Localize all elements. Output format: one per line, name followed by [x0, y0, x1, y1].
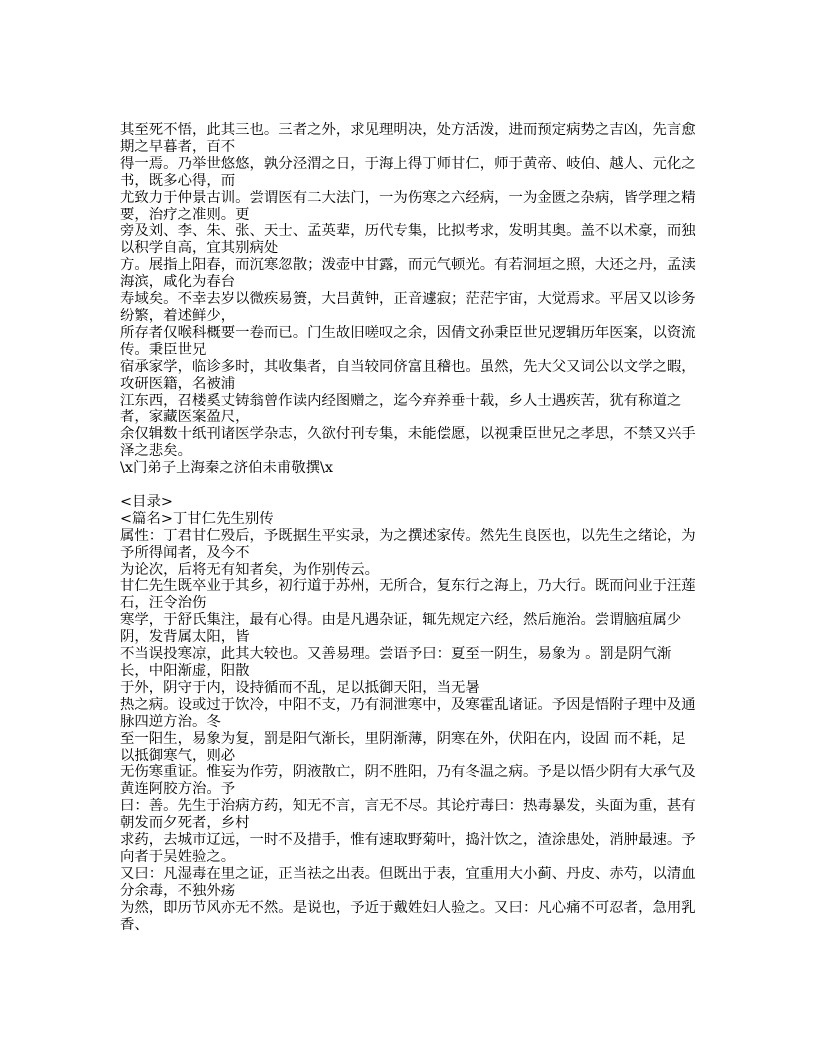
preface-paragraph: 得一焉。乃举世悠悠，孰分泾渭之日，于海上得丁师甘仁，师于黄帝、岐伯、越人、元化之书，既多心得，而: [120, 155, 696, 189]
body-paragraph: 为论次，后将无有知者矣，为作别传云。: [120, 561, 380, 578]
preface-paragraph: 旁及刘、李、朱、张、天士、孟英辈，历代专集，比拟考求，发明其奥。盖不以术豪，而独以积学自高，宜其别病处: [120, 223, 696, 257]
body-paragraph: 又曰：凡湿毒在里之证，正当祛之出表。但既出于表，宜重用大小蓟、丹皮、赤芍，以清血分余毒，不独外疡: [120, 865, 696, 899]
body-paragraph: 热之病。设或过于饮冷，中阳不支，乃有洞泄寒中，及寒霍乱诸证。予因是悟附子理中及通脉四逆方治。冬: [120, 696, 696, 730]
preface-paragraph: 尤致力于仲景古训。尝谓医有二大法门，一为伤寒之六经病，一为金匮之杂病，皆学理之精要，治疗之准则。更: [120, 189, 696, 223]
preface-paragraph: 寿域矣。不幸去岁以微疾易箦，大吕黄钟，正音遽寂；茫茫宇宙，大觉焉求。平居又以诊务纷繁，着述鲜少，: [120, 291, 696, 324]
body-paragraph: 甘仁先生既卒业于其乡，初行道于苏州，无所合，复东行之海上，乃大行。既而问业于汪莲石，汪令治伤: [120, 578, 696, 612]
body-paragraph: 属性：丁君甘仁殁后，予既据生平实录，为之撰述家传。然先生良医也，以先生之绪论，为予所得闻者，及今不: [120, 527, 696, 561]
preface-paragraph: 余仅辑数十纸刊诸医学杂志，久欲付刊专集，未能偿愿，以视秉臣世兄之孝思，不禁又兴手泽之悲矣。: [120, 426, 696, 460]
body-paragraph: 于外，阴守于内，设持循而不乱，足以抵御天阳，当无暑: [120, 679, 480, 696]
section-title: <篇名>丁甘仁先生别传: [120, 510, 274, 527]
preface-paragraph: 宿承家学，临诊多时，其收集者，自当较同侪富且稽也。虽然，先大父又词公以文学之暇，攻研医籍，名被浦: [120, 358, 696, 392]
body-paragraph: 寒学，于舒氏集注，最有心得。由是凡遇杂证，辄先规定六经，然后施治。尝谓脑疽属少阴，发背属太阳，皆: [120, 612, 682, 646]
preface-paragraph: 其至死不悟，此其三也。三者之外，求见理明决，处方活泼，进而预定病势之吉凶，先言愈期之早暮者，百不: [120, 122, 696, 155]
preface-section: [120, 122, 698, 477]
document-page: [120, 122, 698, 933]
preface-signature: \x门弟子上海秦之济伯未甫敬撰\x: [120, 460, 334, 477]
body-paragraph: 求药，去城市辽远，一时不及措手，惟有速取野菊叶，捣汁饮之，渣涂患处，消肿最速。予向者于吴姓验之。: [120, 832, 696, 865]
toc-heading: <目录>: [120, 493, 173, 510]
preface-paragraph: 江东西，召楼奚丈铸翁曾作读内经图赠之，迄今弃养垂十载，乡人士遇疾苦，犹有称道之者，家藏医案盈尺，: [120, 392, 682, 426]
toc-section: [120, 494, 698, 934]
body-paragraph: 至一阳生，易象为复，罰是阳气渐长，里阴渐薄，阴寒在外，伏阳在内，设固 而不耗，足以抵御寒气，则必: [120, 730, 686, 764]
section-gap: [120, 477, 698, 494]
preface-paragraph: 方。展指上阳春，而沉寒忽散；泼壶中甘露，而元气顿光。有若洞垣之照，大还之丹，孟渎海滨，咸化为春台: [120, 257, 696, 291]
body-paragraph: 不当误投寒凉，此其大较也。又善易理。尝语予曰：夏至一阴生，易象为 。罰是阴气渐长，中阳渐虚，阳散: [120, 646, 672, 679]
preface-paragraph: 所存者仅喉科概要一卷而已。门生故旧嗟叹之余，因倩文孙秉臣世兄逻辑历年医案，以资流传。秉臣世兄: [120, 324, 696, 358]
body-paragraph: 为然，即历节风亦无不然。是说也，予近于戴姓妇人验之。又曰：凡心痛不可忍者，急用乳香、: [120, 899, 696, 933]
body-paragraph: 无伤寒重证。惟妄为作劳，阴液散亡，阴不胜阳，乃有冬温之病。予是以悟少阴有大承气及黄连阿胶方治。予: [120, 764, 696, 798]
body-paragraph: 曰：善。先生于治病方药，知无不言，言无不尽。其论疔毒曰：热毒暴发，头面为重，甚有朝发而夕死者，乡村: [120, 798, 696, 832]
